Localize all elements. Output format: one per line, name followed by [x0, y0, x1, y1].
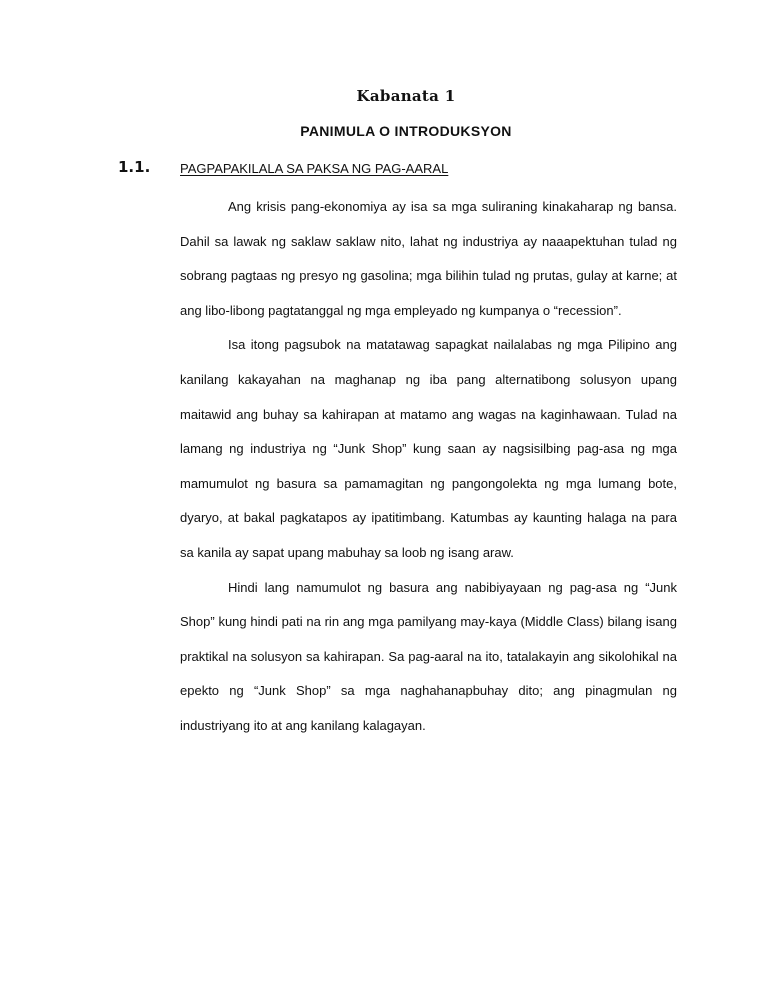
chapter-title: Kabanata 1	[356, 87, 456, 105]
section-number: 1.1.	[118, 158, 151, 176]
section-heading: PAGPAPAKILALA SA PAKSA NG PAG-AARAL	[180, 161, 449, 176]
chapter-subtitle: PANIMULA O INTRODUKSYON	[300, 123, 512, 139]
paragraph-3: Hindi lang namumulot ng basura ang nabibiyayaan ng pag-asa ng “Junk Shop” kung hindi pati na rin ang mga pamilyang may-kaya (Middle Class) bilang isang praktikal na solusyon sa kahirapan. Sa pag-aaral na ito, tatalakayin ang sikolohikal na epekto ng “Junk Shop” sa mga naghahanapbuhay dito; ang pinagmulan ng industriyang ito at ang kanilang kalagayan.	[180, 579, 677, 733]
paragraph-2: Isa itong pagsubok na matatawag sapagkat nailalabas ng mga Pilipino ang kanilang kakayahan na maghanap ng iba pang alternatibong solusyon upang maitawid ang buhay sa kahirapan at matamo ang wagas na kaginhawaan. Tulad na lamang ng industriya ng “Junk Shop” kung saan ay nagsisilbing pag-asa ng mga mamumulot ng basura sa pamamagitan ng pangongolekta ng mga lumang bote, dyaryo, at bakal pagkatapos ay ipatitimbang. Katumbas ay kaunting halaga na para sa kanila ay sapat upang mabuhay sa loob ng isang araw.	[180, 337, 677, 560]
body-text	[180, 190, 677, 744]
paragraph-1: Ang krisis pang-ekonomiya ay isa sa mga suliraning kinakaharap ng bansa. Dahil sa lawak ng saklaw saklaw nito, lahat ng industriya ay naaapektuhan tulad ng sobrang pagtaas ng presyo ng gasolina; mga bilihin tulad ng prutas, gulay at karne; at ang libo-libong pagtatanggal ng mga empleyado ng kumpanya o “recession”.	[180, 199, 677, 318]
